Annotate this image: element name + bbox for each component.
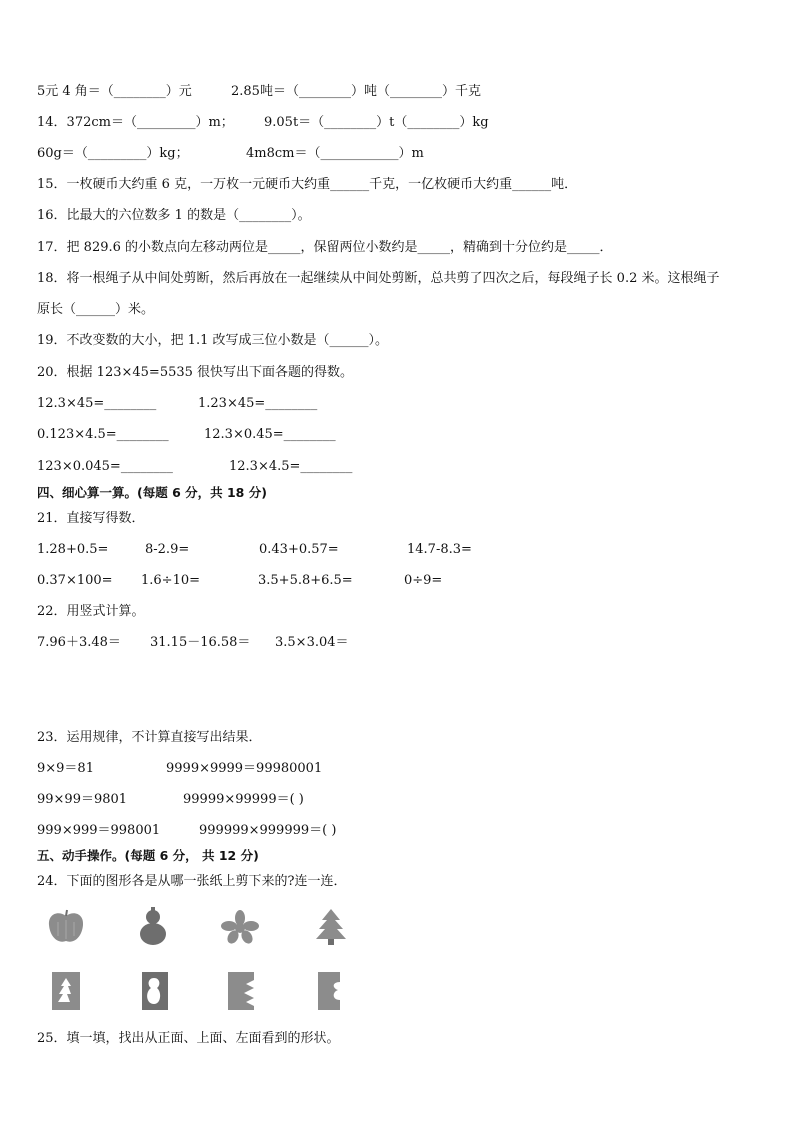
cutout-gourd-card-icon bbox=[140, 970, 170, 1012]
question-15: 15．一枚硬币大约重 6 克，一万枚一元硬币大约重______千克，一亿枚硬币大约重______吨． bbox=[37, 177, 578, 192]
q21-item: 3.5+5.8+6.5= bbox=[258, 573, 353, 588]
flower-icon bbox=[220, 909, 260, 945]
question-16: 16．比最大的六位数多 1 的数是（________）。 bbox=[37, 208, 311, 223]
question-25-title: 25．填一填，找出从正面、上面、左面看到的形状。 bbox=[37, 1031, 340, 1046]
question-18-line2: 原长（______）米。 bbox=[37, 302, 155, 317]
q20-item: 1.23×45=________ bbox=[198, 396, 318, 411]
q14-item-t: 9.05t＝（________）t（________）kg bbox=[264, 115, 489, 130]
q20-item: 12.3×4.5=________ bbox=[229, 459, 353, 474]
q20-item: 12.3×45=________ bbox=[37, 396, 157, 411]
question-24-title: 24．下面的图形各是从哪一张纸上剪下来的?连一连． bbox=[37, 874, 347, 889]
q23-item: 9×9＝81 bbox=[37, 761, 94, 776]
q20-item: 12.3×0.45=________ bbox=[204, 427, 336, 442]
q21-item: 14.7-8.3= bbox=[407, 542, 472, 557]
question-23-title: 23．运用规律，不计算直接写出结果． bbox=[37, 730, 262, 745]
question-20-title: 20．根据 123×45=5535 很快写出下面各题的得数。 bbox=[37, 365, 354, 380]
apple-icon bbox=[46, 908, 86, 946]
q14-item-m: 4m8cm＝（____________）m bbox=[246, 146, 424, 161]
q21-item: 1.28+0.5= bbox=[37, 542, 109, 557]
tree-icon bbox=[314, 908, 348, 946]
q21-item: 0÷9= bbox=[404, 573, 443, 588]
gourd-icon bbox=[137, 906, 169, 946]
q23-item: 999×999＝998001 bbox=[37, 823, 161, 838]
question-22-title: 22．用竖式计算。 bbox=[37, 604, 145, 619]
q22-item: 7.96＋3.48＝ bbox=[37, 635, 121, 650]
cutout-zigzag-card-icon bbox=[226, 970, 256, 1012]
cutout-tree-card-icon bbox=[50, 970, 82, 1012]
q20-item: 0.123×4.5=________ bbox=[37, 427, 169, 442]
q14-item-g: 60g＝（_________）kg； bbox=[37, 146, 189, 161]
q21-item: 8-2.9= bbox=[145, 542, 190, 557]
q21-item: 0.37×100= bbox=[37, 573, 113, 588]
question-17: 17．把 829.6 的小数点向左移动两位是_____，保留两位小数约是_____，精确到十分位约是_____． bbox=[37, 240, 613, 255]
q14-item-cm: 14．372cm＝（_________）m； bbox=[37, 115, 234, 130]
q23-item: 99×99＝9801 bbox=[37, 792, 128, 807]
question-19: 19．不改变数的大小，把 1.1 改写成三位小数是（______）。 bbox=[37, 333, 388, 348]
q21-item: 1.6÷10= bbox=[141, 573, 201, 588]
q20-item: 123×0.045=________ bbox=[37, 459, 173, 474]
question-21-title: 21．直接写得数． bbox=[37, 511, 145, 526]
question-18-line1: 18．将一根绳子从中间处剪断，然后再放在一起继续从中间处剪断，总共剪了四次之后，每段绳子长 0.2 米。这根绳子 bbox=[37, 271, 720, 286]
section-5-heading: 五、动手操作。(每题 6 分， 共 12 分) bbox=[37, 848, 259, 863]
q23-item: 99999×99999＝( ) bbox=[183, 792, 304, 807]
q13-item-ton: 2.85吨＝（________）吨（________）千克 bbox=[231, 84, 481, 99]
section-4-heading: 四、细心算一算。(每题 6 分，共 18 分) bbox=[37, 485, 267, 500]
q22-item: 31.15－16.58＝ bbox=[150, 635, 251, 650]
q21-item: 0.43+0.57= bbox=[259, 542, 339, 557]
q13-item-yuan: 5元 4 角＝（________）元 bbox=[37, 84, 192, 99]
q22-item: 3.5×3.04＝ bbox=[275, 635, 349, 650]
cutout-flower-card-icon bbox=[316, 970, 348, 1012]
q23-item: 999999×999999＝( ) bbox=[199, 823, 337, 838]
q23-item: 9999×9999＝99980001 bbox=[166, 761, 323, 776]
